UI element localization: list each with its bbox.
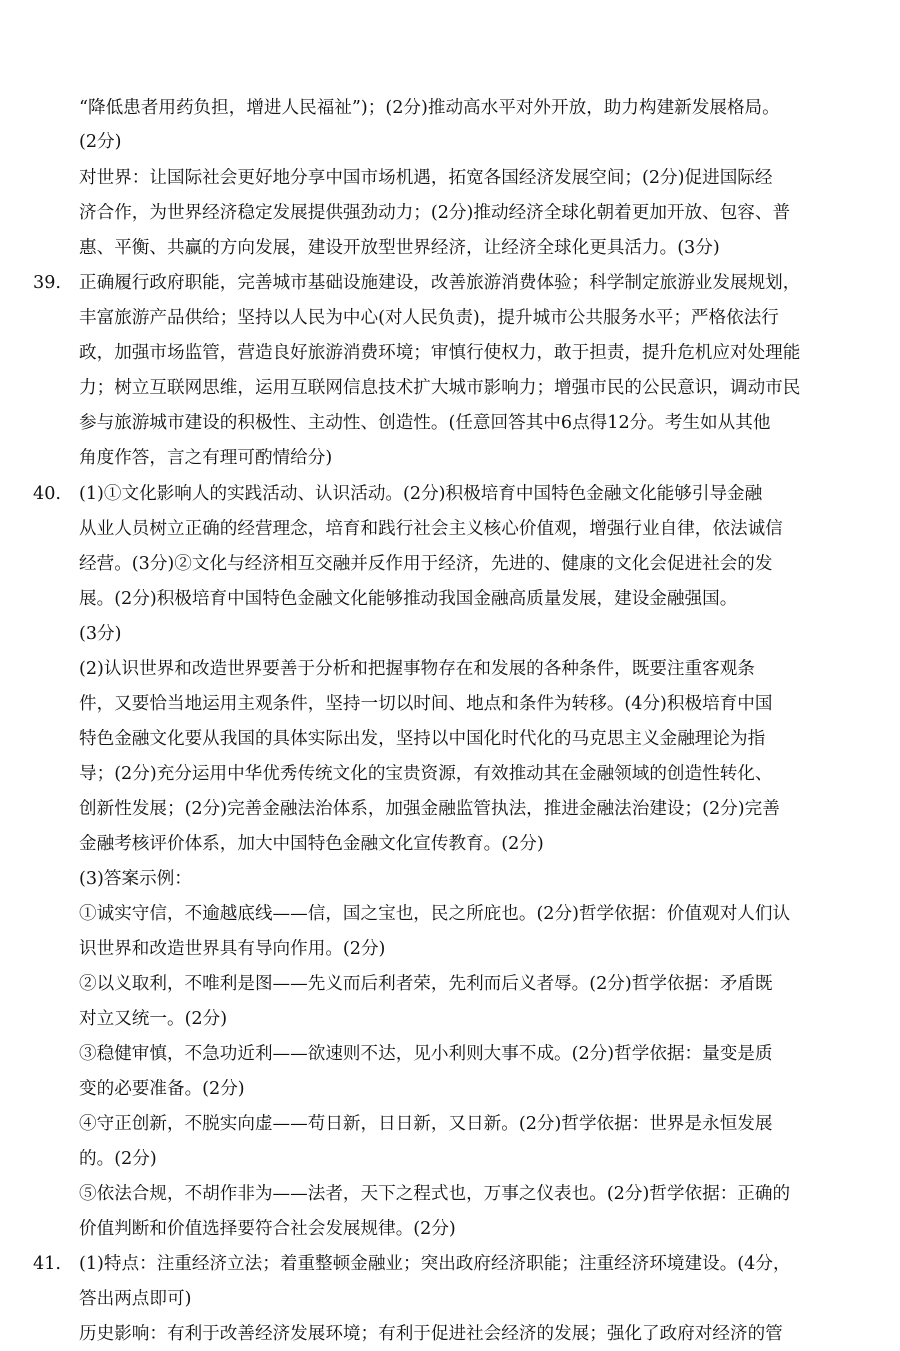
text-line: 对世界：让国际社会更好地分享中国市场机遇，拓宽各国经济发展空间；(2分)促进国际经 (79, 168, 773, 188)
text-line: ②以义取利，不唯利是图——先义而后利者荣，先利而后义者辱。(2分)哲学依据：矛盾既 (79, 974, 773, 994)
text-line: 导；(2分)充分运用中华优秀传统文化的宝贵资源，有效推动其在金融领域的创造性转化、 (79, 764, 773, 784)
text-line: 政，加强市场监管，营造良好旅游消费环境；审慎行使权力，敢于担责，提升危机应对处理能 (79, 343, 801, 363)
text-line: 识世界和改造世界具有导向作用。(2分) (79, 939, 386, 959)
text-line: (1)特点：注重经济立法；着重整顿金融业；突出政府经济职能；注重经济环境建设。(4分， (79, 1254, 791, 1274)
text-line: 丰富旅游产品供给；坚持以人民为中心(对人民负责)，提升城市公共服务水平；严格依法行 (79, 308, 779, 328)
text-line: ①诚实守信，不逾越底线——信，国之宝也，民之所庇也。(2分)哲学依据：价值观对人们认 (79, 904, 791, 924)
text-line: 参与旅游城市建设的积极性、主动性、创造性。(任意回答其中6点得12分。考生如从其他 (79, 413, 771, 433)
text-line: 金融考核评价体系，加大中国特色金融文化宣传教育。(2分) (79, 834, 544, 854)
text-line: ③稳健审慎，不急功近利——欲速则不达，见小利则大事不成。(2分)哲学依据：量变是质 (79, 1044, 773, 1064)
text-line: 力；树立互联网思维，运用互联网信息技术扩大城市影响力；增强市民的公民意识，调动市民 (79, 378, 801, 398)
text-line: 特色金融文化要从我国的具体实际出发，坚持以中国化时代化的马克思主义金融理论为指 (79, 729, 766, 749)
text-line: 对立又统一。(2分) (79, 1009, 228, 1029)
text-line: ⑤依法合规，不胡作非为——法者，天下之程式也，万事之仪表也。(2分)哲学依据：正确的 (79, 1184, 791, 1204)
text-line: 的。(2分) (79, 1149, 157, 1169)
text-line: 变的必要准备。(2分) (79, 1079, 245, 1099)
text-line: “降低患者用药负担，增进人民福祉”)；(2分)推动高水平对外开放，助力构建新发展格局。 (79, 98, 780, 118)
text-line: 经营。(3分)②文化与经济相互交融并反作用于经济，先进的、健康的文化会促进社会的发 (79, 554, 773, 574)
text-line: 件，又要恰当地运用主观条件，坚持一切以时间、地点和条件为转移。(4分)积极培育中国 (79, 694, 773, 714)
text-line: 创新性发展；(2分)完善金融法治体系，加强金融监管执法，推进金融法治建设；(2分)完善 (79, 799, 780, 819)
text-line: 答出两点即可) (79, 1289, 192, 1309)
question-number: 40. (33, 484, 61, 504)
text-line: 历史影响：有利于改善经济发展环境；有利于促进社会经济的发展；强化了政府对经济的管 (79, 1324, 783, 1344)
text-line: 角度作答，言之有理可酌情给分) (79, 448, 333, 468)
text-line: 从业人员树立正确的经营理念，培育和践行社会主义核心价值观，增强行业自律，依法诚信 (79, 519, 783, 539)
text-line: 展。(2分)积极培育中国特色金融文化能够推动我国金融高质量发展，建设金融强国。 (79, 589, 738, 609)
text-line: (2分) (79, 132, 122, 152)
text-line: (3)答案示例： (79, 869, 192, 889)
text-line: (1)①文化影响人的实践活动、认识活动。(2分)积极培育中国特色金融文化能够引导金融 (79, 484, 763, 504)
text-line: ④守正创新，不脱实向虚——苟日新，日日新，又日新。(2分)哲学依据：世界是永恒发展 (79, 1114, 773, 1134)
question-number: 39. (33, 273, 61, 293)
text-line: 惠、平衡、共赢的方向发展，建设开放型世界经济，让经济全球化更具活力。(3分) (79, 238, 720, 258)
question-number: 41. (33, 1254, 61, 1274)
text-line: 正确履行政府职能，完善城市基础设施建设，改善旅游消费体验；科学制定旅游业发展规划， (79, 273, 801, 293)
text-line: (2)认识世界和改造世界要善于分析和把握事物存在和发展的各种条件，既要注重客观条 (79, 659, 755, 679)
text-line: 济合作，为世界经济稳定发展提供强劲动力；(2分)推动经济全球化朝着更加开放、包容、普 (79, 203, 791, 223)
text-line: 价值判断和价值选择要符合社会发展规律。(2分) (79, 1219, 456, 1239)
text-line: (3分) (79, 624, 122, 644)
